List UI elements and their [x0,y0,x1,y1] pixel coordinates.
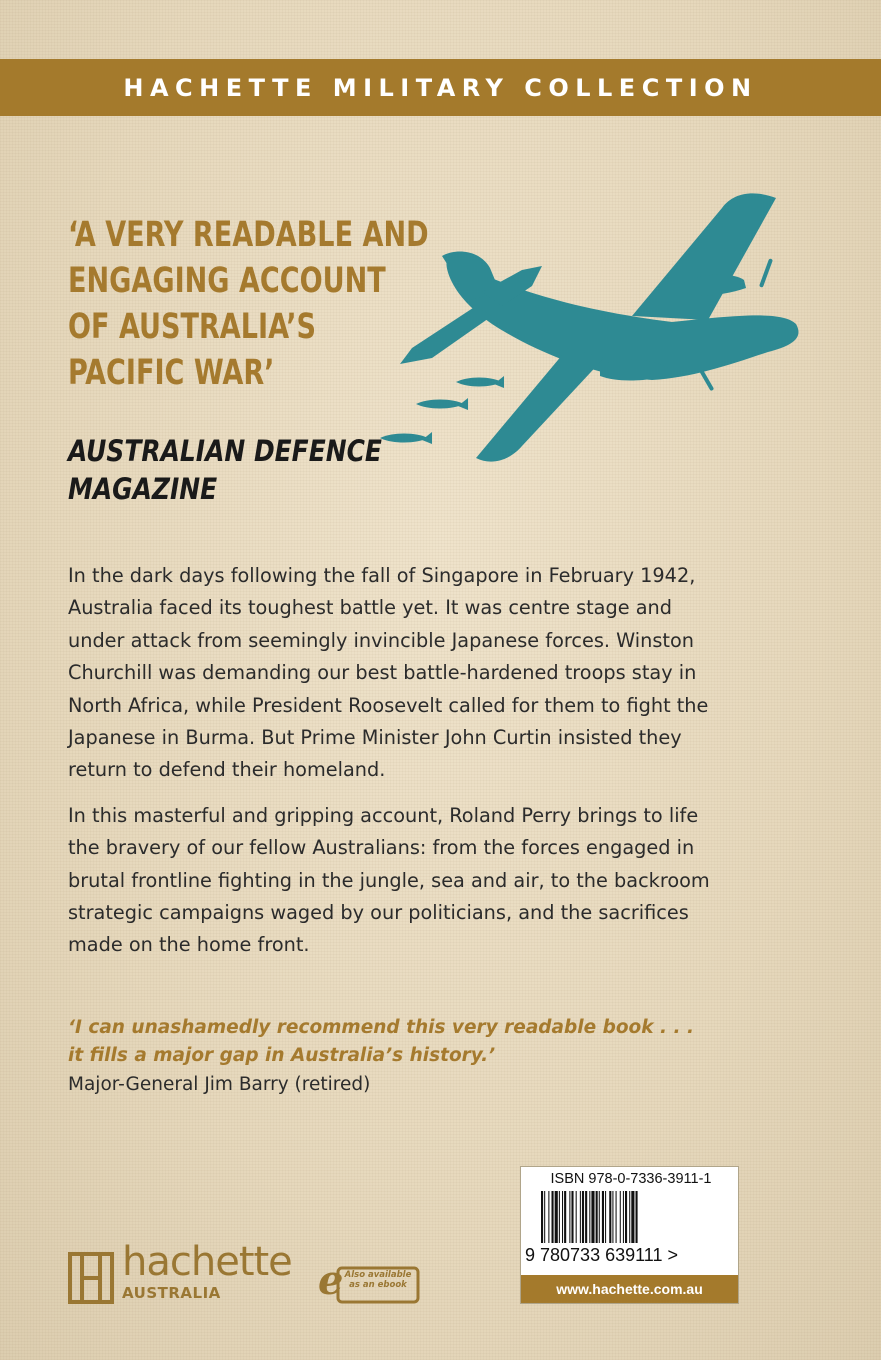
isbn-barcode [520,1166,739,1304]
svg-text:e: e [318,1257,344,1304]
review-quote: ‘A VERY READABLE AND ENGAGING ACCOUNT OF AUSTRALIA’S PACIFIC WAR’ [68,215,429,393]
bomber-plane-icon [372,188,804,470]
barcode-icon [541,1191,719,1243]
endorsement-author: Major-General Jim Barry (retired) [68,1074,371,1095]
publisher-url-bar [521,1275,738,1303]
review-source: AUSTRALIAN DEFENCE MAGAZINE [68,434,382,506]
endorsement-quote: ‘I can unashamedly recommend this very readable book . . . it fills a major gap in Australia’s history.’ [68,1017,694,1066]
description-paragraph: In this masterful and gripping account, Roland Perry brings to life the bravery of our fellow Australians: from the forces engaged in brutal frontline fighting in the jungle, sea and air, to the backroom strategic campaigns waged by our politicians, and the sacrifices made on the home front. [68,803,710,957]
endorsement [68,1014,828,1100]
series-title: HACHETTE MILITARY COLLECTION [123,73,758,102]
barcode-digits: 9 780733 639111 > [525,1245,678,1265]
publisher-logo [68,1239,292,1306]
publisher-country: AUSTRALIA [122,1284,221,1302]
book-description [68,560,808,975]
publisher-url: www.hachette.com.au [556,1281,703,1297]
series-banner [0,59,881,116]
hachette-h-logo-icon [68,1246,114,1306]
ebook-badge-text: Also available as an ebook [344,1270,412,1290]
isbn-number: ISBN 978-0-7336-3911-1 [550,1171,712,1187]
publisher-name: hachette [122,1239,292,1285]
description-paragraph: In the dark days following the fall of Singapore in February 1942, Australia faced its toughest battle yet. It was centre stage and under attack from seemingly invincible Japanese forces. Winston Churchill was demanding our best battle-hardened troops stay in North Africa, while President Roosevelt called for them to fight the Japanese in Burma. But Prime Minister John Curtin insisted they return to defend their homeland. [68,564,709,782]
